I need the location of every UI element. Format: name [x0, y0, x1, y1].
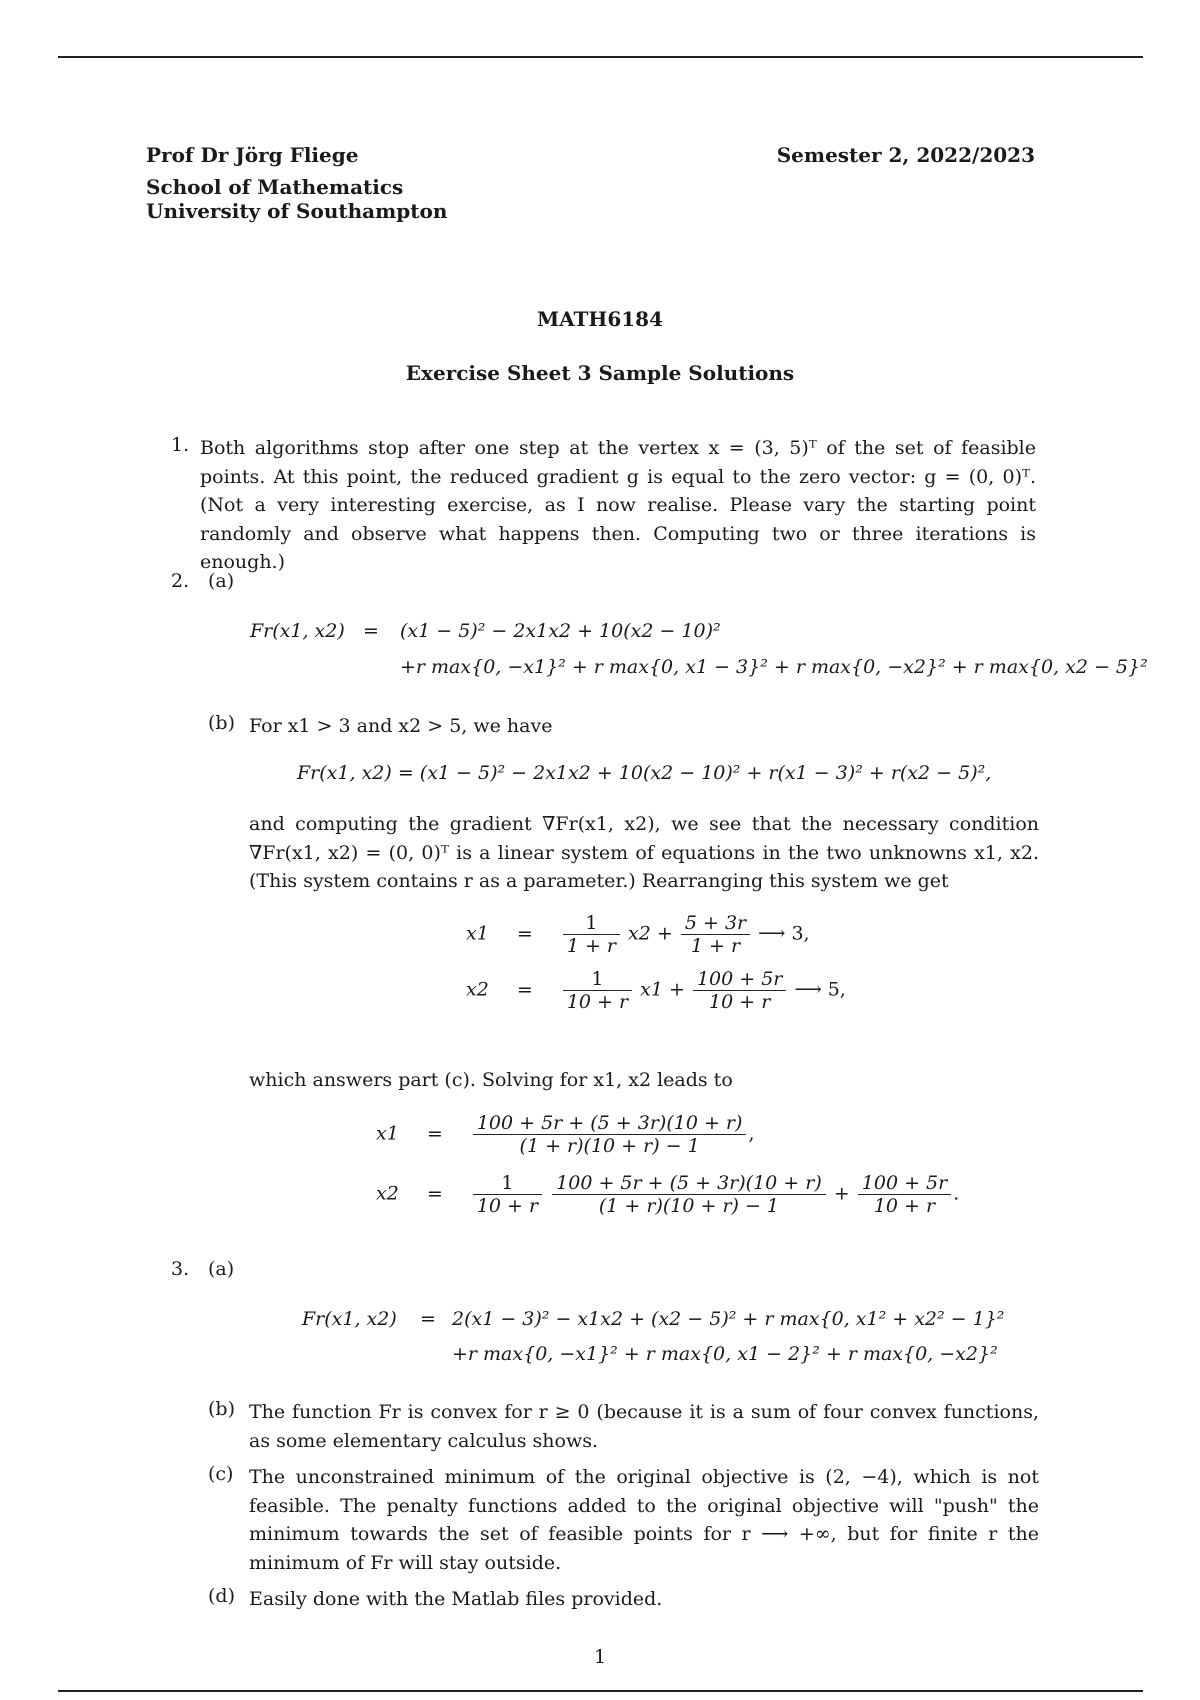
- sol2-plus: +: [833, 1182, 850, 1205]
- sys2-mid: x1 +: [640, 978, 685, 1001]
- q2-a-eq-sign: =: [363, 620, 379, 642]
- sys2-frac2-den: 10 + r: [693, 990, 786, 1013]
- q2-a-eq-lhs: Fr(x1, x2): [250, 620, 345, 642]
- q2-b-text: For x1 > 3 and x2 > 5, we have: [249, 715, 553, 737]
- q3-a-eq-sign: =: [420, 1308, 436, 1330]
- sol2-tail: .: [953, 1182, 960, 1205]
- sol1-tail: ,: [748, 1122, 755, 1145]
- sol2-frac1-num: 1: [501, 1172, 514, 1194]
- sol2-frac1-den: 10 + r: [473, 1194, 542, 1217]
- q3-c-text: The unconstrained minimum of the original objective is (2, −4), which is not feasible. The penalty functions added to the original objective will "push" the minimum towards the set of feasible points for r ⟶ +∞, but for finite r the minimum of Fr will stay outside.: [249, 1466, 1039, 1574]
- q2-b-label: (b): [208, 712, 235, 734]
- sys1-frac1: [563, 912, 620, 957]
- q3-d-text: Easily done with the Matlab files provided.: [249, 1588, 663, 1610]
- sys2-frac2: [693, 968, 786, 1013]
- q3-a-eq-lhs: Fr(x1, x2): [302, 1308, 397, 1330]
- q2-sol-row2: [376, 1172, 959, 1217]
- sys1-frac2-den: 1 + r: [681, 934, 750, 957]
- sol2-frac3-den: 10 + r: [858, 1194, 951, 1217]
- sol2-frac2: [552, 1172, 826, 1217]
- sys1-lhs: x1: [466, 922, 489, 945]
- sys1-frac1-den: 1 + r: [563, 934, 620, 957]
- author-name: Prof Dr Jörg Fliege: [146, 143, 359, 167]
- q3-b-text: The function Fr is convex for r ≥ 0 (because it is a sum of four convex functions, as some elementary calculus shows.: [249, 1401, 1039, 1452]
- semester-label: Semester 2, 2022/2023: [776, 143, 1035, 167]
- q3-d-label: (d): [208, 1585, 235, 1607]
- sys1-frac2: [681, 912, 750, 957]
- sol2-frac2-den: (1 + r)(10 + r) − 1: [552, 1194, 826, 1217]
- q2-b-text2: and computing the gradient ∇Fr(x1, x2), we see that the necessary condition ∇Fr(x1, x2) = (0, 0)ᵀ is a linear system of equations in the two unknowns x1, x2. (This system contains r as a parameter.) Rearranging this system we get: [249, 813, 1039, 892]
- q3-a-eq-line2: +r max{0, −x1}² + r max{0, x1 − 2}² + r max{0, −x2}²: [452, 1343, 998, 1365]
- q2-a-eq-line1: (x1 − 5)² − 2x1x2 + 10(x2 − 10)²: [400, 620, 721, 642]
- q2-sys-row2: [466, 968, 846, 1013]
- sys2-lhs: x2: [466, 978, 489, 1001]
- school-name: School of Mathematics: [146, 175, 404, 199]
- q2-number: 2.: [171, 570, 190, 592]
- q3-a-label: (a): [208, 1258, 235, 1280]
- sys2-tail: ⟶ 5,: [794, 978, 846, 1001]
- sol2-lhs: x2: [376, 1182, 399, 1205]
- sol1-den: (1 + r)(10 + r) − 1: [473, 1134, 747, 1157]
- top-rule: [58, 56, 1143, 58]
- course-code: MATH6184: [536, 307, 663, 331]
- sys2-frac1-den: 10 + r: [563, 990, 632, 1013]
- page-number: 1: [593, 1646, 607, 1668]
- sys2-frac1: [563, 968, 632, 1013]
- q3-c-label: (c): [208, 1463, 234, 1485]
- sys2-eq: =: [516, 978, 533, 1001]
- q2-c-text: which answers part (c). Solving for x1, x2 leads to: [249, 1069, 733, 1091]
- q1-text: Both algorithms stop after one step at the vertex x = (3, 5)ᵀ of the set of feasible points. At this point, the reduced gradient g is equal to the zero vector: g = (0, 0)ᵀ. (Not a very interesting exercise, as I now realise. Please vary the starting point randomly and observe what happens then. Computing two or three iterations is enough.): [200, 437, 1036, 573]
- sheet-title: Exercise Sheet 3 Sample Solutions: [405, 361, 795, 385]
- q2-b-eq: Fr(x1, x2) = (x1 − 5)² − 2x1x2 + 10(x2 − 10)² + r(x1 − 3)² + r(x2 − 5)²,: [297, 762, 992, 784]
- sys2-frac2-num: 100 + 5r: [696, 968, 783, 990]
- sol2-eq: =: [426, 1182, 443, 1205]
- sys1-mid: x2 +: [628, 922, 673, 945]
- sol2-frac2-num: 100 + 5r + (5 + 3r)(10 + r): [556, 1172, 822, 1194]
- sol2-frac1: [473, 1172, 542, 1217]
- sys1-frac2-num: 5 + 3r: [684, 912, 747, 934]
- author-block: [146, 143, 447, 223]
- q1-number: 1.: [171, 434, 190, 456]
- sys1-frac1-num: 1: [585, 912, 598, 934]
- q2-a-label: (a): [208, 570, 235, 592]
- university-name: University of Southampton: [146, 199, 448, 223]
- q3-b-label: (b): [208, 1398, 235, 1420]
- sol1-num: 100 + 5r + (5 + 3r)(10 + r): [476, 1112, 743, 1134]
- sol2-frac3: [858, 1172, 951, 1217]
- q2-a-eq-line2: +r max{0, −x1}² + r max{0, x1 − 3}² + r max{0, −x2}² + r max{0, x2 − 5}²: [400, 656, 1148, 678]
- sys2-frac1-num: 1: [591, 968, 604, 990]
- sys1-tail: ⟶ 3,: [758, 922, 810, 945]
- q3-a-eq-line1: 2(x1 − 3)² − x1x2 + (x2 − 5)² + r max{0, x1² + x2² − 1}²: [452, 1308, 1005, 1330]
- sys1-eq: =: [516, 922, 533, 945]
- q2-sol-row1: [376, 1112, 754, 1157]
- q3-number: 3.: [171, 1258, 190, 1280]
- bottom-rule: [58, 1690, 1143, 1692]
- q2-sys-row1: [466, 912, 810, 957]
- sol1-lhs: x1: [376, 1122, 399, 1145]
- sol2-frac3-num: 100 + 5r: [861, 1172, 948, 1194]
- sol1-frac: [473, 1112, 747, 1157]
- sol1-eq: =: [426, 1122, 443, 1145]
